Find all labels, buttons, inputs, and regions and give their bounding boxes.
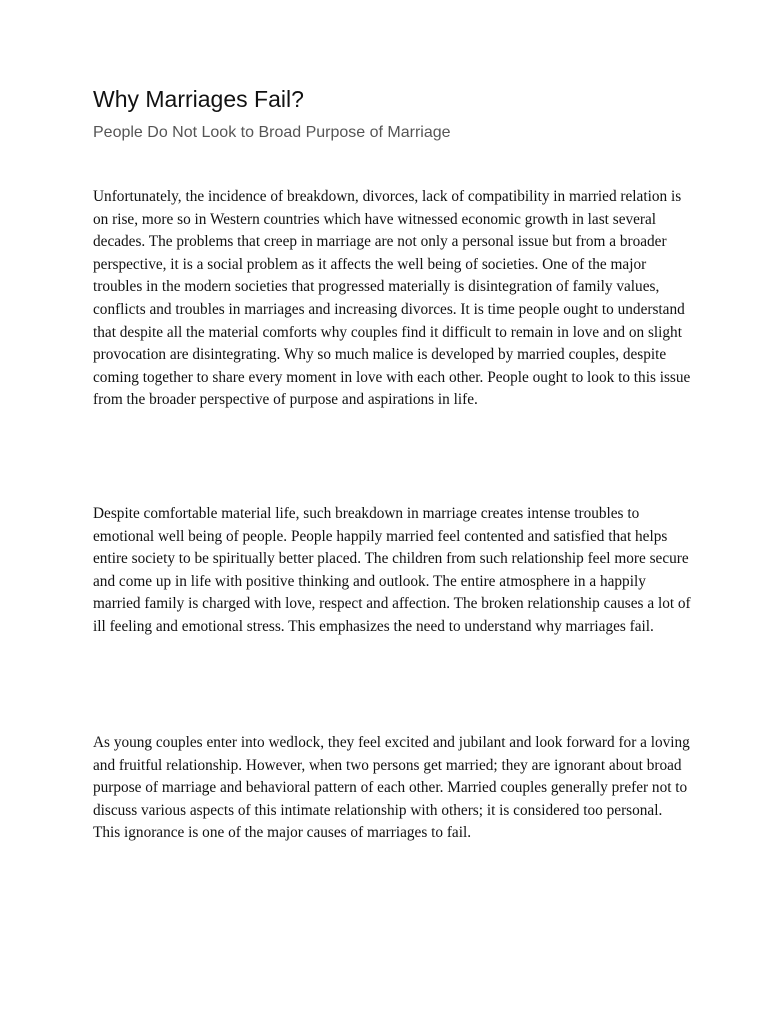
paragraph-1: Unfortunately, the incidence of breakdown, divorces, lack of compatibility in married relation is on rise, more so in Western countries which have witnessed economic growth in last several decades. The problems that creep in marriage are not only a personal issue but from a broader perspective, it is a social problem as it affects the well being of societies. One of the major troubles in the modern societies that progressed materially is disintegration of family values, conflicts and troubles in marriages and increasing divorces. It is time people ought to understand that despite all the material comforts why couples find it difficult to remain in love and on slight provocation are disintegrating. Why so much malice is developed by married couples, despite coming together to share every moment in love with each other. People ought to look to this issue from the broader perspective of purpose and aspirations in life.	[93, 188, 691, 409]
page-subtitle: People Do Not Look to Broad Purpose of Marriage	[93, 124, 451, 141]
paragraph-2: Despite comfortable material life, such breakdown in marriage creates intense troubles to emotional well being of people. People happily married feel contented and satisfied that helps entire society to be spiritually better placed. The children from such relationship feel more secure and come up in life with positive thinking and outlook. The entire atmosphere in a happily married family is charged with love, respect and affection. The broken relationship causes a lot of ill feeling and emotional stress. This emphasizes the need to understand why marriages fail.	[93, 505, 691, 635]
page-title: Why Marriages Fail?	[93, 86, 304, 112]
paragraph-3: As young couples enter into wedlock, they feel excited and jubilant and look forward for a loving and fruitful relationship. However, when two persons get married; they are ignorant about broad purpose of marriage and behavioral pattern of each other. Married couples generally prefer not to discuss various aspects of this intimate relationship with others; it is considered too personal. This ignorance is one of the major causes of marriages to fail.	[93, 734, 690, 842]
